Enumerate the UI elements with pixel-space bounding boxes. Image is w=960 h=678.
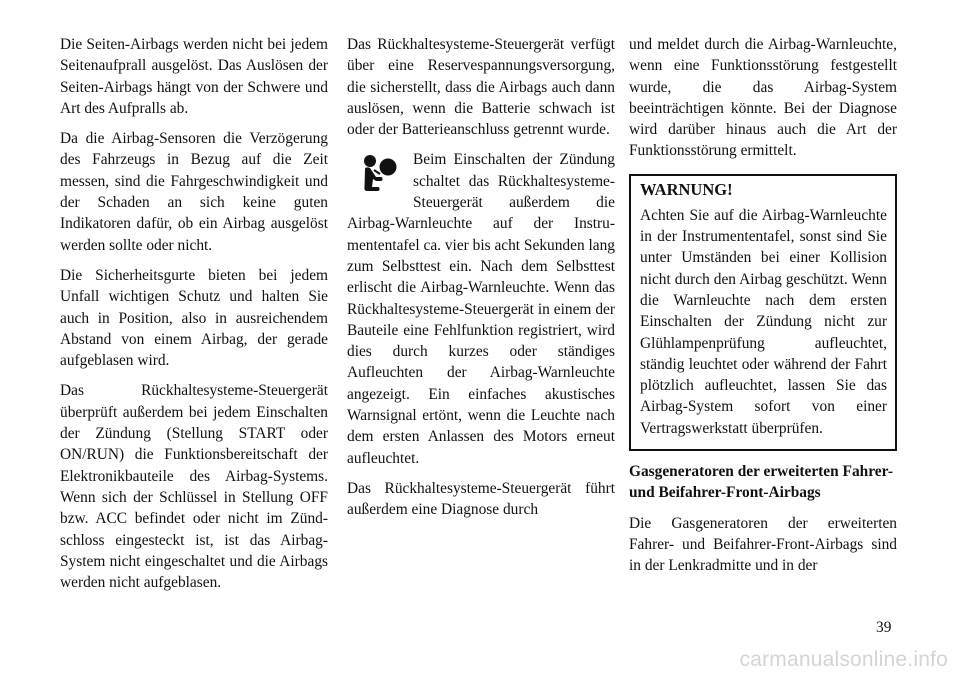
section-heading-gas-generators: Gasgeneratoren der erweiterten Fahrer- und Beifahrer-Front-Airbags: [629, 463, 893, 502]
paragraph-seat-belts: Die Sicherheitsgurte bieten bei jedem Unfall wichtigen Schutz und halten Sie auch in Position, also in ausreichendem Abstand von einem Airbag, der gerade aufgeblasen wird.: [60, 266, 328, 370]
warning-box: [629, 174, 897, 451]
paragraph-diagnosis: Das Rückhaltesysteme-Steuergerät führt außerdem eine Diagnose durch: [347, 479, 615, 519]
text-column-left: [60, 34, 328, 602]
paragraph-airbag-sensors: Da die Airbag-Sensoren die Verzögerung des Fahrzeugs in Bezug auf die Zeit messen, sind die Fahrgeschwindigkeit und der Schaden an sich keine guten Indikatoren dafür, ob ein Airbag ausgelöst werden sollte oder nicht.: [60, 130, 328, 254]
paragraph-malfunction-report: und meldet durch die Airbag-Warnleuchte, wenn eine Funktionsstörung festgestellt wurde, die das Airbag-System beeinträchtigen könnte. Bei der Diagnose wird darüber hinaus auch die Art der Funktionsstörung ermittelt.: [629, 36, 897, 160]
paragraph-side-airbags: Die Seiten-Airbags werden nicht bei jedem Seitenaufprall ausgelöst. Das Auslösen der Seiten-Airbags hängt von der Schwere und Art des Aufpralls ab.: [60, 36, 328, 117]
warning-text: Achten Sie auf die Airbag-Warnleuchte in der Instrumententafel, sonst sind Sie unter Umständen bei einer Kollision nicht durch den Airbag geschützt. Wenn die Warnleuchte nach dem ersten Einschalten der Zündung nicht zur Glühlampenprüfung aufleuchtet, ständig leuchtet oder während der Fahrt plötzlich aufleuchtet, lassen Sie das Airbag-System sofort von einer Vertragswerkstatt überprüfen.: [640, 206, 887, 437]
text-column-middle: [347, 34, 615, 530]
paragraph-reserve-power: Das Rückhaltesysteme-Steuergerät verfügt über eine Reservespannungsversorgung, die sicherstellt, dass die Airbags auch dann auslösen, wenn die Batterie schwach ist oder der Batterieanschluss getrennt wurde.: [347, 36, 615, 139]
airbag-light-paragraph-block: [347, 149, 615, 468]
watermark: carmanualsonline.info: [739, 648, 948, 671]
airbag-warning-light-icon: [347, 153, 407, 203]
page-number: 39: [876, 619, 892, 636]
warning-title: WARNUNG!: [640, 179, 733, 199]
paragraph-control-unit-check: Das Rückhaltesysteme-Steuergerät überprüft außerdem bei jedem Einschalten der Zündung (Stellung START oder ON/RUN) die Funktionsbereitschaft der Elektronikbauteile des Airbag-Systems. Wenn sich der Schlüssel in Stellung OFF bzw. ACC befindet oder nicht im Zündschloss eingesteckt ist, ist das Airbag-System nicht eingeschaltet und die Airbags werden nicht aufgeblasen.: [60, 382, 328, 592]
paragraph-airbag-warning-light: Beim Einschalten der Zündung schaltet das Rückhaltesysteme-Steuergerät außerdem die Airbag-Warnleuchte auf der Instrumententafel ca. vier bis acht Sekunden lang zum Selbsttest ein. Nach dem Selbsttest erlischt die Airbag-Warnleuchte. Wenn das Rückhaltesysteme-Steuergerät in einem der Bauteile eine Fehlfunktion registriert, wird dies durch kurzes oder ständiges Aufleuchten der Airbag-Warnleuchte angezeigt. Ein einfaches akustisches Warnsignal ertönt, wenn die Leuchte nach dem ersten Anlassen des Motors erneut aufleuchtet.: [347, 151, 615, 467]
text-column-right: [629, 34, 897, 586]
paragraph-gas-generators: Die Gasgeneratoren der erweiterten Fahrer- und Beifahrer-Front-Airbags sind in der Lenkradmitte und in der: [629, 514, 897, 575]
